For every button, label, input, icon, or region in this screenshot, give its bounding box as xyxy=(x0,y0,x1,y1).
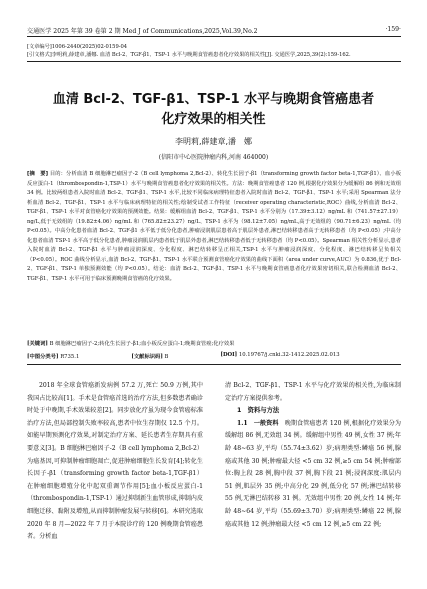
doc-label: [文献标识码] xyxy=(131,354,163,360)
classification-line xyxy=(27,352,401,360)
article-meta xyxy=(27,43,401,59)
header-rule xyxy=(27,36,401,37)
abstract-text: 目的：分析血清 B 细胞淋巴瘤因子-2（B cell lymphoma 2,Bcl-2）、转化生长因子-β1（transforming growth factor beta-1,TGF-β1）、血小板反应蛋白-1（thrombospondin-1,TSP-1）水平与晚期食管癌患者化疗效果的相关性。方法：晚期食管癌患者 120 例,根据化疗效果分为缓解组 86 例和无效组 34 例。比较两组患者入院时血清 Bcl-2、TGF-β1、TSP-1 水平,比较不同临床病理特征患者入院时血清 Bcl-2、TGF-β1、TSP-1 水平;采用 Spearman 法分析血清 Bcl-2、TGF-β1、TSP-1 水平与临床病理特征的相关性;绘制受试者工作特征（receiver operating characteristic,ROC）曲线,分析血清 Bcl-2、TGF-β1、TSP-1 水平对食管癌化疗效果的预测效能。结果：缓解组血清 Bcl-2、TGF-β1、TSP-1 水平分别为（17.39±3.12）ng/mL 和（741.57±27.19）ng/L,低于无效组的（19.82±4.06）ng/mL 和（765.82±23.27）ng/L、TSP-1 水平为（98.12±7.05）ng/mL,高于无效组的（90.71±6.23）ng/mL（均 P<0.05）。中高分化患者血清 Bcl-2、TGF-β1 水平低于低分化患者,肿瘤浸润肌层患者高于肌层外患者,淋巴结转移患者高于无转移患者（均 P<0.05）;中高分化患者血清 TSP-1 水平高于低分化患者,肿瘤浸润肌层内患者低于肌层外患者,淋巴结转移患者低于无转移患者（均 P<0.05）。Spearman 相关性分析显示,患者入院时血清 Bcl-2、TGF-β1 水平与肿瘤浸润深度、分化程度、淋巴结转移呈正相关,TSP-1 水平与肿瘤浸润深度、分化程度、淋巴结转移呈负相关（P<0.05）。ROC 曲线分析显示,血清 Bcl-2、TGF-β1、TSP-1 水平联合预测食管癌化疗效果的曲线下面积（area under curve,AUC）为 0.836,优于 Bcl-2、TGF-β1、TSP-1 单独预测效能（均 P<0.05）。结论：血清 Bcl-2、TGF-β1、TSP-1 水平与晚期食管癌患者化疗效果密切相关,联合检测血清 Bcl-2、TGF-β1、TSP-1 水平可用于临床预测晚期食管癌的化疗效果。 xyxy=(27,171,402,282)
page-number: ·159· xyxy=(385,26,401,33)
article-number: [文章编号]1006-2440(2025)02-0159-04 xyxy=(27,44,128,50)
section-heading: 1 资料与方法 xyxy=(237,407,280,415)
doc-code: B xyxy=(164,354,169,360)
body-column-right xyxy=(225,380,401,531)
clc-label: [中图分类号] xyxy=(27,354,59,360)
affiliation: (信阳市中心医院肿瘤内科,河南 464000) xyxy=(158,154,269,161)
running-header xyxy=(27,26,401,35)
general-data-paragraph xyxy=(225,418,401,531)
subsection-heading: 1.1 一般资料 xyxy=(237,419,279,427)
body-column-left xyxy=(27,380,203,544)
meta-rule xyxy=(27,61,401,62)
citation-format: [引文格式]李明莉,薛建章,潘娜. 血清 Bcl-2、TGF-β1、TSP-1 水平与晚期食管癌患者化疗效果的相关性[J]. 交通医学,2025,39(2):159-162. xyxy=(27,52,351,58)
keywords-label: [关键词] xyxy=(27,341,48,347)
authors: 李明莉,薛建章,潘 娜 xyxy=(174,137,253,146)
article-title-line2: 化疗效果的相关性 xyxy=(161,112,266,127)
intro-continuation: 清 Bcl-2、TGF-β1、TSP-1 水平与化疗效果的相关性,为临床制定治疗方案提供参考。 xyxy=(225,382,401,402)
general-data-text: 晚期食管癌患者 120 例,根据化疗效果分为缓解组 86 例,无效组 34 例。缓解组中男性 49 例,女性 37 例;年龄 48~63 岁,平均（55.74±3.62）岁;病理类型:鳞癌 56 例,腺癌或其他 30 例;肿瘤最大径 <5 cm 32 例,≥5 cm 54 例;肿瘤部位:胸上段 28 例,胸中段 37 例,胸下段 21 例;浸润深度:肌层内 51 例,肌层外 35 例;中高分化 29 例,低分化 57 例;淋巴结转移 55 例,无淋巴结转移 31 例。无效组中男性 20 例,女性 14 例;年龄 48~64 岁,平均（55.69±3.70）岁;病理类型:鳞癌 22 例,腺癌或其他 12 例;肿瘤最大径 <5 cm 12 例,≥5 cm 22 例; xyxy=(225,419,401,528)
abstract-label: [摘 要] xyxy=(27,171,49,177)
clc-code: R735.1 xyxy=(60,354,80,360)
abstract xyxy=(27,170,401,284)
doi-label: [DOI] xyxy=(220,352,238,358)
abstract-bottom-rule xyxy=(27,364,401,365)
journal-info: 交通医学 2025 年第 39 卷第 2 期 Med J of Communications,2025,Vol.39,No.2 xyxy=(27,28,258,35)
doi-value: 10.19767/j.cnki.32-1412.2025.02.013 xyxy=(238,352,340,358)
keywords-text: B 细胞淋巴瘤因子-2;转化生长因子-β1;血小板反应蛋白-1;晚期食管癌;化疗效果 xyxy=(49,341,235,347)
intro-paragraph: 2018 年全球食管癌新发病例 57.2 万,死亡 50.9 万例,其中我国占比较高[1]。手术是食管癌首选的治疗方法,但多数患者确诊时处于中晚期,手术效果较差[2]。同步放化疗虽为现今食管癌标准治疗方法,但局部控制失败率较高,患者中位生存期仅 12.5 个月。如能早期预测化疗效果,对制定治疗方案、延长患者生存期具有重要意义[3]。B 细胞淋巴瘤因子-2（B cell lymphoma 2,Bcl-2）为癌基因,可抑制肿瘤细胞凋亡,促进肿瘤细胞生长发育[4];转化生长因子-β1（transforming growth factor beta-1,TGF-β1）在肿瘤细胞增殖分化中起双重调节作用[5];血小板反应蛋白-1（thrombospondin-1,TSP-1）通过抑制新生血管形成,抑制内皮细胞迁移、黏附及增殖,从而抑制肿瘤发展与转移[6]。本研究选取 2020 年 8 月—2022 年 7 月于本院诊疗的 120 例晚期食管癌患者。分析血 xyxy=(27,382,203,541)
keywords xyxy=(27,340,401,349)
article-title-line1: 血清 Bcl-2、TGF-β1、TSP-1 水平与晚期食管癌患者 xyxy=(52,92,375,107)
